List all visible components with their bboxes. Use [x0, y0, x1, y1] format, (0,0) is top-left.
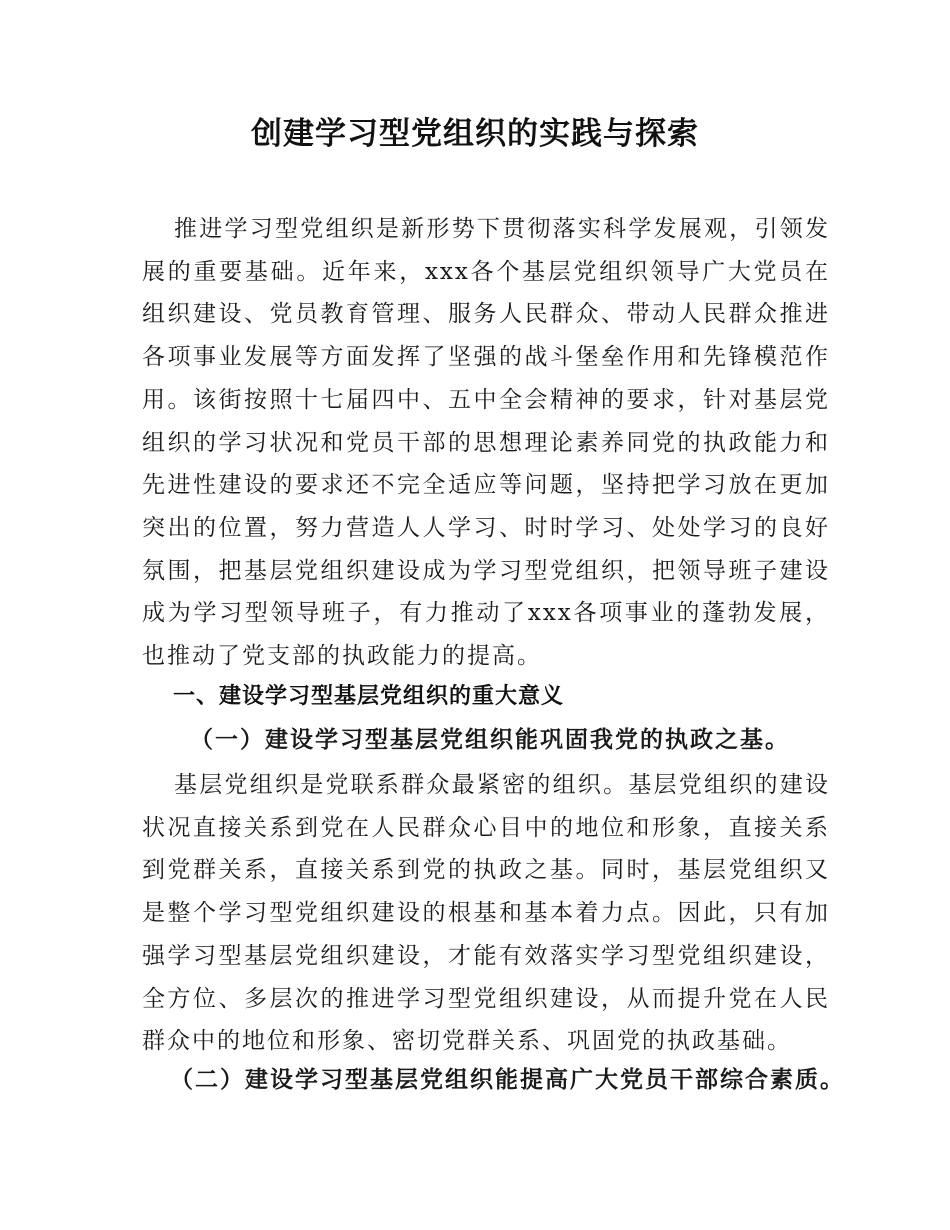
- section-paragraph: 基层党组织是党联系群众最紧密的组织。基层党组织的建设状况直接关系到党在人民群众心目中的地位和形象，直接关系到党群关系，直接关系到党的执政之基。同时，基层党组织又是整个学习型党组织建设的根基和基本着力点。因此，只有加强学习型基层党组织建设，才能有效落实学习型党组织建设，全方位、多层次的推进学习型党组织建设，从而提升党在人民群众中的地位和形象、密切党群关系、巩固党的执政基础。: [142, 772, 830, 1055]
- intro-paragraph: 推进学习型党组织是新形势下贯彻落实科学发展观，引领发展的重要基础。近年来，xxx各个基层党组织领导广大党员在组织建设、党员教育管理、服务人民群众、带动人民群众推进各项事业发展等方面发挥了坚强的战斗堡垒作用和先锋模范作用。该街按照十七届四中、五中全会精神的要求，针对基层党组织的学习状况和党员干部的思想理论素养同党的执政能力和先进性建设的要求还不完全适应等问题，坚持把学习放在更加突出的位置，努力营造人人学习、时时学习、处处学习的良好氛围，把基层党组织建设成为学习型党组织，把领导班子建设成为学习型领导班子，有力推动了xxx各项事业的蓬勃发展，也推动了党支部的执政能力的提高。: [142, 216, 830, 670]
- section-heading: 一、建设学习型基层党组织的重大意义: [173, 684, 565, 709]
- document-title: 创建学习型党组织的实践与探索: [251, 116, 699, 152]
- subheading-2: （二）建设学习型基层党组织能提高广大党员干部综合素质。: [170, 1066, 845, 1093]
- subheading-1: （一）建设学习型基层党组织能巩固我党的执政之基。: [190, 726, 790, 753]
